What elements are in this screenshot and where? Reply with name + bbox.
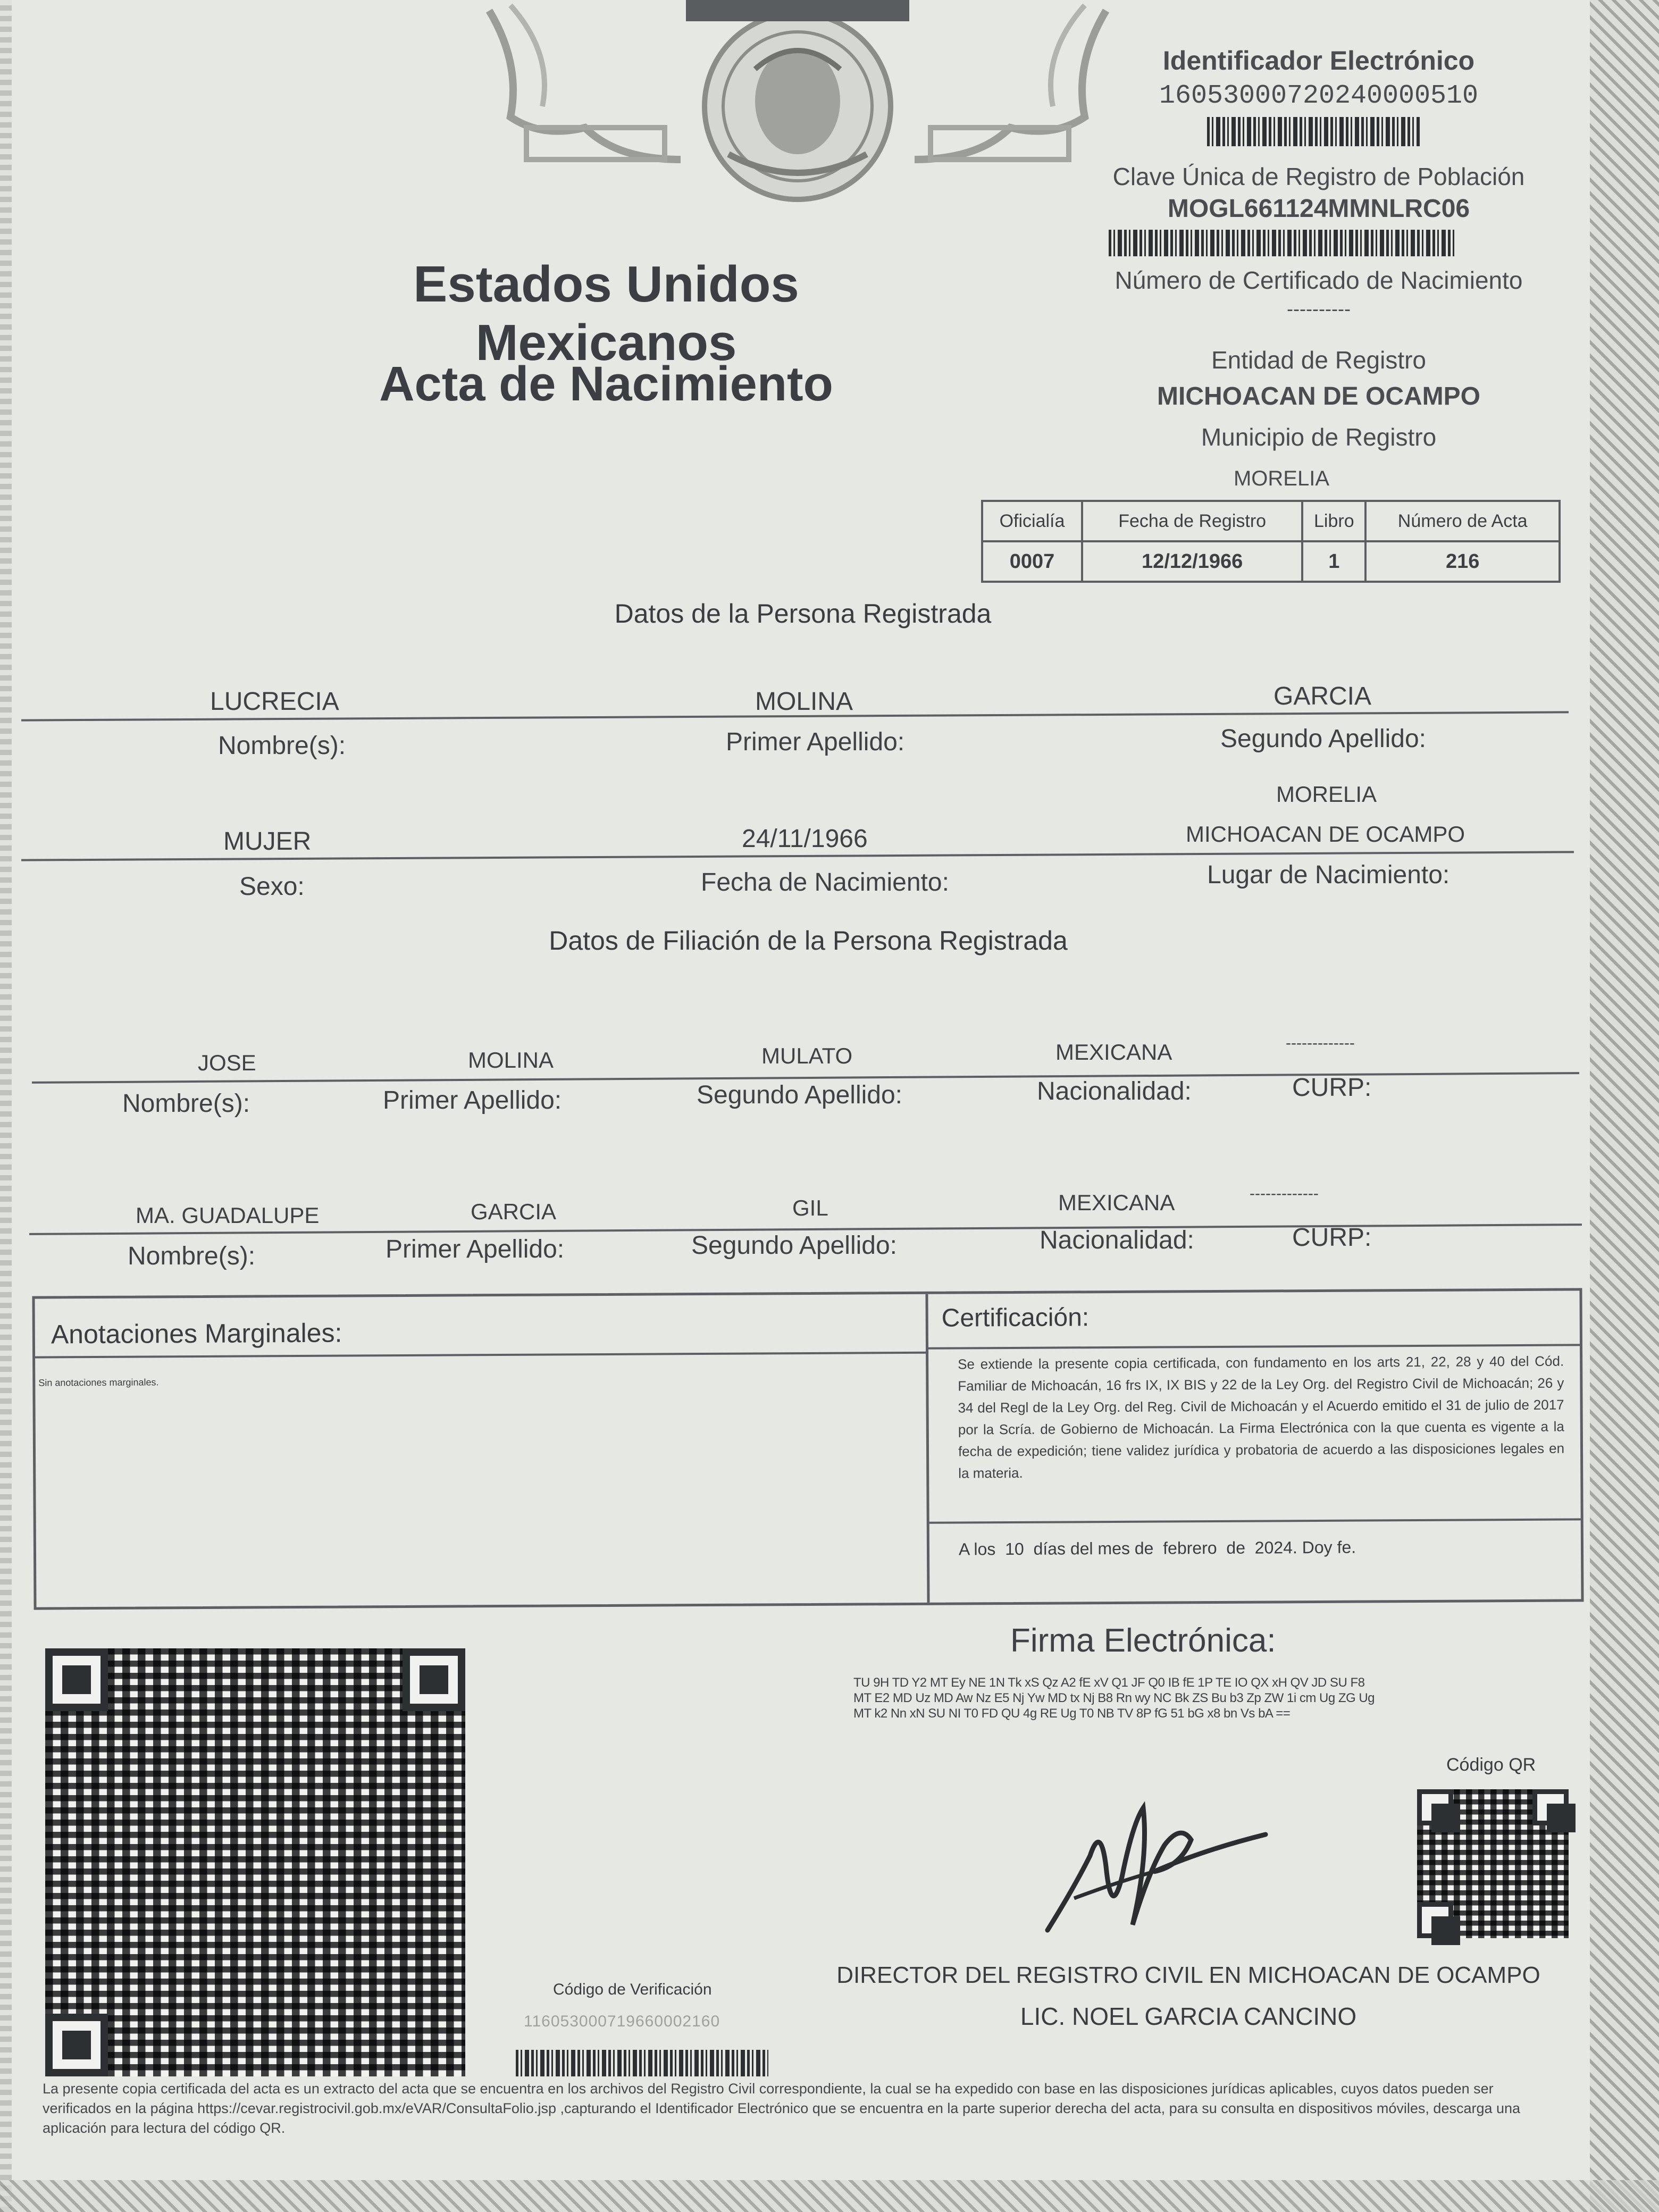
director-name: LIC. NOEL GARCIA CANCINO [1020, 2002, 1357, 2030]
registry-header-cell: Libro [1302, 501, 1365, 541]
sex-label: Sexo: [239, 873, 305, 901]
municipality-value: MORELIA [1233, 467, 1330, 490]
verification-barcode [516, 2050, 768, 2076]
director-title: DIRECTOR DEL REGISTRO CIVIL EN MICHOACAN DE OCAMPO [836, 1962, 1540, 1988]
signature-code-line: MT k2 Nn xN SU NI T0 FD QU 4g RE Ug T0 NB TV 8P fG 51 bG x8 bn Vs bA == [853, 1706, 1291, 1721]
entity-value: MICHOACAN DE OCAMPO [1157, 382, 1480, 410]
parent2-name-value: MA. GUADALUPE [136, 1203, 320, 1228]
certification-title: Certificación: [941, 1303, 1090, 1333]
annotations-text: Sin anotaciones marginales. [38, 1377, 159, 1388]
parent1-nationality-label: Nacionalidad: [1037, 1077, 1192, 1105]
certification-header-line [928, 1344, 1580, 1349]
country-title: Estados Unidos Mexicanos [413, 256, 799, 371]
registry-table [981, 500, 1561, 583]
verification-code-value: 116053000719660002160 [524, 2013, 720, 2030]
electronic-id-value: 16053000720240000510 [1159, 81, 1479, 111]
curp-barcode [1109, 230, 1454, 256]
coat-of-arms-seal [479, 0, 1117, 218]
annotations-header-line [35, 1352, 928, 1359]
qr-code-label: Código QR [1446, 1755, 1536, 1775]
birth-date-label: Fecha de Nacimiento: [701, 868, 949, 896]
registry-header-cell: Oficialía [982, 501, 1082, 541]
parent1-nationality-value: MEXICANA [1055, 1040, 1172, 1065]
parent1-name-value: JOSE [198, 1050, 256, 1075]
birth-place-label: Lugar de Nacimiento: [1207, 861, 1450, 889]
first-surname-label: Primer Apellido: [726, 728, 905, 756]
cert-number-value: ---------- [1287, 298, 1351, 320]
second-surname-label: Segundo Apellido: [1220, 725, 1426, 753]
person-first-surname-value: MOLINA [755, 688, 853, 716]
verification-qr-code [45, 1648, 465, 2076]
qr-finder-pattern [1417, 1902, 1453, 1938]
qr-finder-pattern [403, 1648, 465, 1711]
qr-finder-pattern [1417, 1789, 1453, 1825]
parent2-curp-label: CURP: [1292, 1224, 1372, 1252]
small-qr-code [1417, 1789, 1569, 1938]
parent2-nationality-label: Nacionalidad: [1040, 1226, 1194, 1254]
registry-header-cell: Fecha de Registro [1082, 501, 1302, 541]
parent2-curp-value: ------------- [1250, 1185, 1319, 1202]
parent1-first-surname-value: MOLINA [468, 1048, 554, 1073]
parent1-first-surname-label: Primer Apellido: [383, 1086, 562, 1115]
left-border-pattern [0, 0, 12, 2212]
birth-date-value: 24/11/1966 [742, 825, 868, 853]
signature-code-line: MT E2 MD Uz MD Aw Nz E5 Nj Yw MD tx Nj B8 Rn wy NC Bk ZS Bu b3 Zp ZW 1i cm Ug ZG Ug [853, 1691, 1375, 1705]
electronic-signature-title: Firma Electrónica: [1010, 1622, 1276, 1659]
annotations-certification-box [32, 1288, 1583, 1610]
municipality-label: Municipio de Registro [1201, 423, 1437, 451]
verification-code-label: Código de Verificación [553, 1981, 712, 1998]
birth-place-state-value: MICHOACAN DE OCAMPO [1186, 822, 1465, 847]
certification-text: Se extiende la presente copia certificada, con fundamento en los arts 21, 22, 28 y 40 del Cód. Familiar de Michoacán, 16 frs IX, IX BIS y 22 de la Ley Org. del Registro Civil de Michoacán; 26 y 34 del Regl de la Ley Org. del Reg. Civil de Michoacán y el Acuerdo emitido el 31 de julio de 2017 por la Scría. de Gobierno de Michoacán. La Firma Electrónica con la que cuenta es vigente a la fecha de expedición; tiene validez jurídica y probatoria de acuerdo a las disposiciones legales en la materia. [958, 1353, 1565, 1481]
parent2-first-surname-label: Primer Apellido: [386, 1235, 565, 1263]
box-divider [925, 1294, 929, 1603]
bottom-border-pattern [0, 2180, 1659, 2212]
parent1-curp-label: CURP: [1292, 1074, 1372, 1102]
parent1-second-surname-value: MULATO [761, 1043, 853, 1068]
parent2-second-surname-value: GIL [792, 1195, 828, 1220]
act-number-value: 216 [1365, 541, 1560, 582]
person-name-value: LUCRECIA [210, 688, 339, 716]
electronic-id-label: Identificador Electrónico [1162, 46, 1475, 76]
certification-date-line-text: A los 10 días del mes de febrero de 2024. Doy fe. [958, 1537, 1356, 1559]
signature-code-block [853, 1675, 1470, 1721]
person-section-title: Datos de la Persona Registrada [614, 599, 992, 629]
registry-header-cell: Número de Acta [1365, 501, 1560, 541]
footer-legal-text: La presente copia certificada del acta es un extracto del acta que se encuentra en los archivos del Registro Civil correspondiente, la cual se ha expedido con base en las disposiciones jurídicas aplicables, cuyos datos pueden ser verificados en la página https://cevar.registrocivil.gob.mx/eVAR/ConsultaFolio.jsp ,capturando el Identificador Electrónico que se encuentra en la parte superior derecha del acta, para su consulta en dispositivos móviles, descarga una aplicación para lectura del código QR. [43, 2081, 1521, 2136]
parent2-second-surname-label: Segundo Apellido: [691, 1231, 897, 1260]
book-value: 1 [1302, 541, 1365, 582]
parent1-name-label: Nombre(s): [122, 1090, 250, 1118]
curp-value: MOGL661124MMNLRC06 [1167, 195, 1470, 223]
qr-finder-pattern [45, 1648, 108, 1711]
parent2-first-surname-value: GARCIA [471, 1199, 557, 1224]
curp-label: Clave Única de Registro de Población [1112, 163, 1525, 190]
qr-finder-pattern [45, 2014, 108, 2076]
birth-place-city-value: MORELIA [1276, 782, 1377, 807]
parent1-second-surname-label: Segundo Apellido: [697, 1081, 902, 1109]
certification-date-line [929, 1518, 1581, 1523]
electronic-id-barcode [1207, 117, 1420, 146]
parent2-name-label: Nombre(s): [128, 1242, 256, 1270]
sex-value: MUJER [223, 827, 312, 856]
parent2-nationality-value: MEXICANA [1058, 1190, 1175, 1215]
right-border-pattern [1590, 0, 1659, 2212]
annotations-title: Anotaciones Marginales: [51, 1318, 342, 1350]
registration-date-value: 12/12/1966 [1082, 541, 1302, 582]
oficialia-value: 0007 [982, 541, 1082, 582]
parent1-curp-value: ------------- [1286, 1034, 1355, 1052]
entity-label: Entidad de Registro [1211, 346, 1427, 374]
qr-finder-pattern [1532, 1789, 1569, 1825]
document-title: Acta de Nacimiento [379, 357, 833, 411]
cert-number-label: Número de Certificado de Nacimiento [1115, 266, 1523, 294]
name-label: Nombre(s): [218, 732, 346, 760]
handwritten-signature [1042, 1792, 1281, 1941]
signature-code-line: TU 9H TD Y2 MT Ey NE 1N Tk xS Qz A2 fE xV Q1 JF Q0 IB fE 1P TE IO QX xH QV JD SU F8 [853, 1675, 1365, 1690]
filiation-section-title: Datos de Filiación de la Persona Registrada [549, 926, 1068, 956]
person-second-surname-value: GARCIA [1273, 682, 1372, 710]
